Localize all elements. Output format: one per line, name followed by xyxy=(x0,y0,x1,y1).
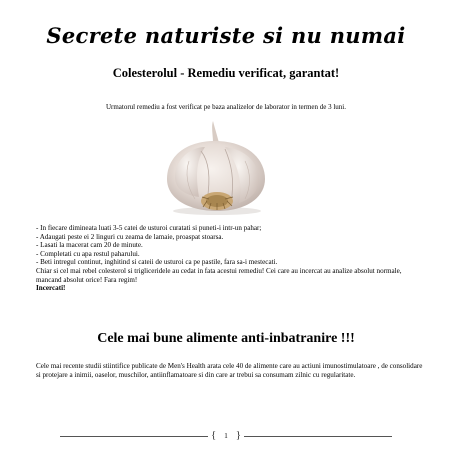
site-title: Secrete naturiste si nu numai xyxy=(46,23,406,48)
page-number: 1 xyxy=(224,432,228,440)
step-item: - Completati cu apa restul paharului. xyxy=(36,249,140,258)
remedy-steps xyxy=(36,224,426,293)
article-heading: Colesterolul - Remediu verificat, garantat! xyxy=(112,66,340,80)
conclusion-text: Chiar si cel mai rebel colesterol si trigliceridele au cedat in fata acestui remediu! Cei care au incercat au analize absolut normale, mancand absolut orice! Fara regim! xyxy=(36,266,402,284)
garlic-image xyxy=(155,117,275,217)
section-heading: Cele mai bune alimente anti-inbatranire !!! xyxy=(97,331,355,346)
call-to-action: Incercati! xyxy=(36,284,66,293)
section-paragraph: Cele mai recente studii stiintifice publicate de Men's Health arata cele 40 de alimente care au actiuni imunostimulatoare , de consolidare si protejare a inimii, oaselor, muschilor, antiinflamatoare si din care ar trebui sa consumam zilnic cu regularitate. xyxy=(36,362,423,379)
right-bracket-icon: } xyxy=(235,429,241,441)
left-bracket-icon: { xyxy=(211,429,217,441)
step-item: - Adaugati peste ei 2 linguri cu zeama de lamaie, proaspat stoarsa. xyxy=(36,232,224,241)
step-item: - Lasati la macerat cam 20 de minute. xyxy=(36,241,143,250)
article-intro: Urmatorul remediu a fost verificat pe baza analizelor de laborator in termen de 3 luni. xyxy=(105,103,347,111)
step-item: - In fiecare dimineata luati 3-5 catei de usturoi curatati si puneti-i intr-un pahar; xyxy=(36,224,262,232)
page-number-box xyxy=(211,429,241,443)
footer-divider-right xyxy=(244,436,392,437)
footer-divider-left xyxy=(60,436,208,437)
step-item: - Beti intregul continut, inghitind si cateii de usturoi ca pe pastile, fara sa-i mestecati. xyxy=(36,258,278,267)
